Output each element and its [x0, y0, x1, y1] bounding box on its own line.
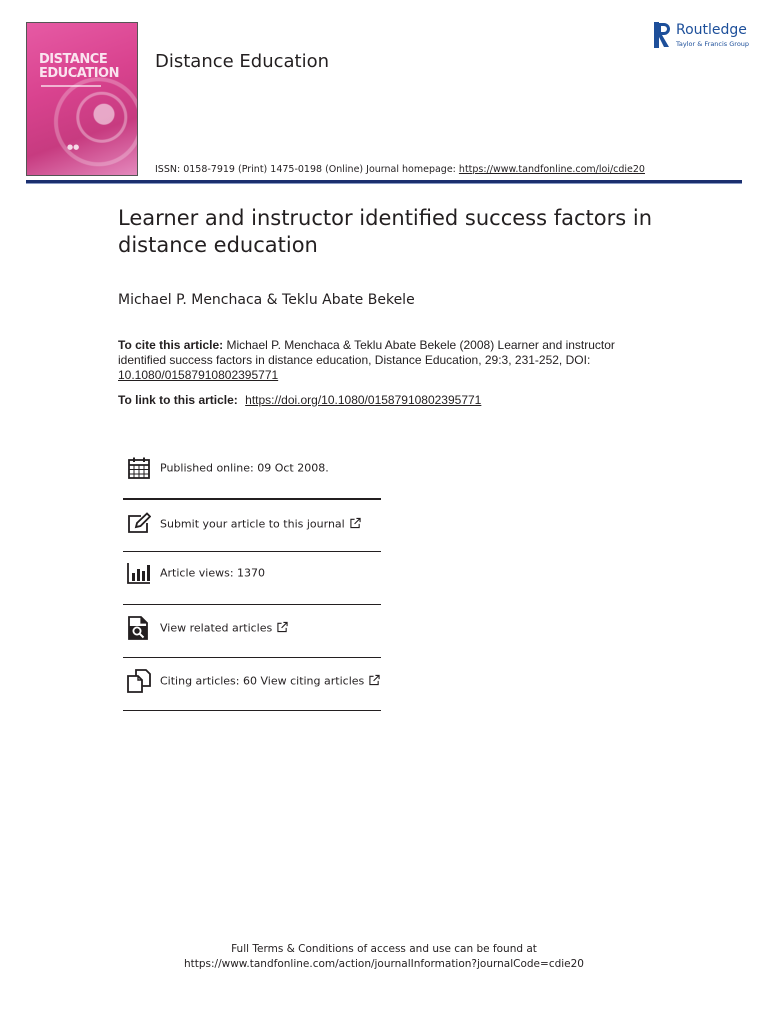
submit-article-text-wrap — [160, 517, 361, 530]
journal-cover-image — [26, 22, 138, 176]
publisher-subtitle: Taylor & Francis Group — [676, 40, 750, 48]
footer-terms-link[interactable]: https://www.tandfonline.com/action/journalInformation?journalCode=cdie20 — [183, 958, 584, 970]
external-link-icon — [369, 674, 380, 685]
publisher-name: Routledge — [676, 22, 747, 38]
cite-doi-link[interactable]: 10.1080/01587910802395771 — [118, 368, 279, 382]
related-articles-text-wrap — [160, 621, 288, 634]
article-authors: Michael P. Menchaca & Teklu Abate Bekele — [118, 292, 415, 308]
cover-title: DISTANCE EDUCATION — [39, 52, 119, 81]
issn-text: ISSN: 0158-7919 (Print) 1475-0198 (Online) Journal homepage: — [155, 164, 459, 175]
header-rule-light — [26, 183, 742, 184]
footer-line-1: Full Terms & Conditions of access and use can be found at — [231, 943, 537, 955]
calendar-icon — [127, 456, 151, 480]
submit-article-row[interactable] — [123, 497, 381, 550]
article-views-row — [123, 546, 381, 599]
citing-articles-text-wrap — [160, 674, 380, 687]
external-link-icon — [277, 621, 288, 632]
document-search-icon — [127, 616, 151, 640]
citing-articles-row[interactable] — [123, 654, 381, 707]
footer-terms — [0, 942, 768, 972]
related-articles-link[interactable]: View related articles — [160, 621, 273, 634]
cover-publisher-mark: ●● — [67, 143, 80, 151]
citation-block — [118, 338, 638, 383]
citing-documents-icon — [127, 669, 151, 693]
article-views: Article views: 1370 — [160, 566, 266, 579]
published-date: Published online: 09 Oct 2008. — [160, 461, 329, 474]
cover-decoration — [41, 85, 101, 87]
related-articles-row[interactable] — [123, 601, 381, 654]
submit-article-link[interactable]: Submit your article to this journal — [160, 517, 345, 530]
journal-name: Distance Education — [155, 51, 330, 72]
link-label: To link to this article: — [118, 393, 238, 407]
bar-chart-icon — [127, 561, 151, 585]
external-link-icon — [350, 517, 361, 528]
article-doi-link[interactable]: https://doi.org/10.1080/01587910802395771 — [245, 393, 482, 407]
citing-articles-link[interactable]: Citing articles: 60 View citing articles — [160, 674, 365, 687]
article-link-block — [118, 393, 678, 407]
routledge-logo-icon — [654, 22, 670, 48]
cite-text: Michael P. Menchaca & Teklu Abate Bekele (2008) Learner and instructor identified success factors in distance education, Distance Education, 29:3, 231-252, DOI: — [118, 338, 615, 367]
divider — [123, 710, 381, 711]
cite-label: To cite this article: — [118, 338, 224, 352]
published-row — [123, 441, 381, 494]
article-title: Learner and instructor identified success factors in distance education — [118, 206, 653, 257]
edit-icon — [127, 512, 151, 536]
issn-line — [155, 164, 645, 175]
journal-homepage-link[interactable]: https://www.tandfonline.com/loi/cdie20 — [458, 164, 645, 175]
